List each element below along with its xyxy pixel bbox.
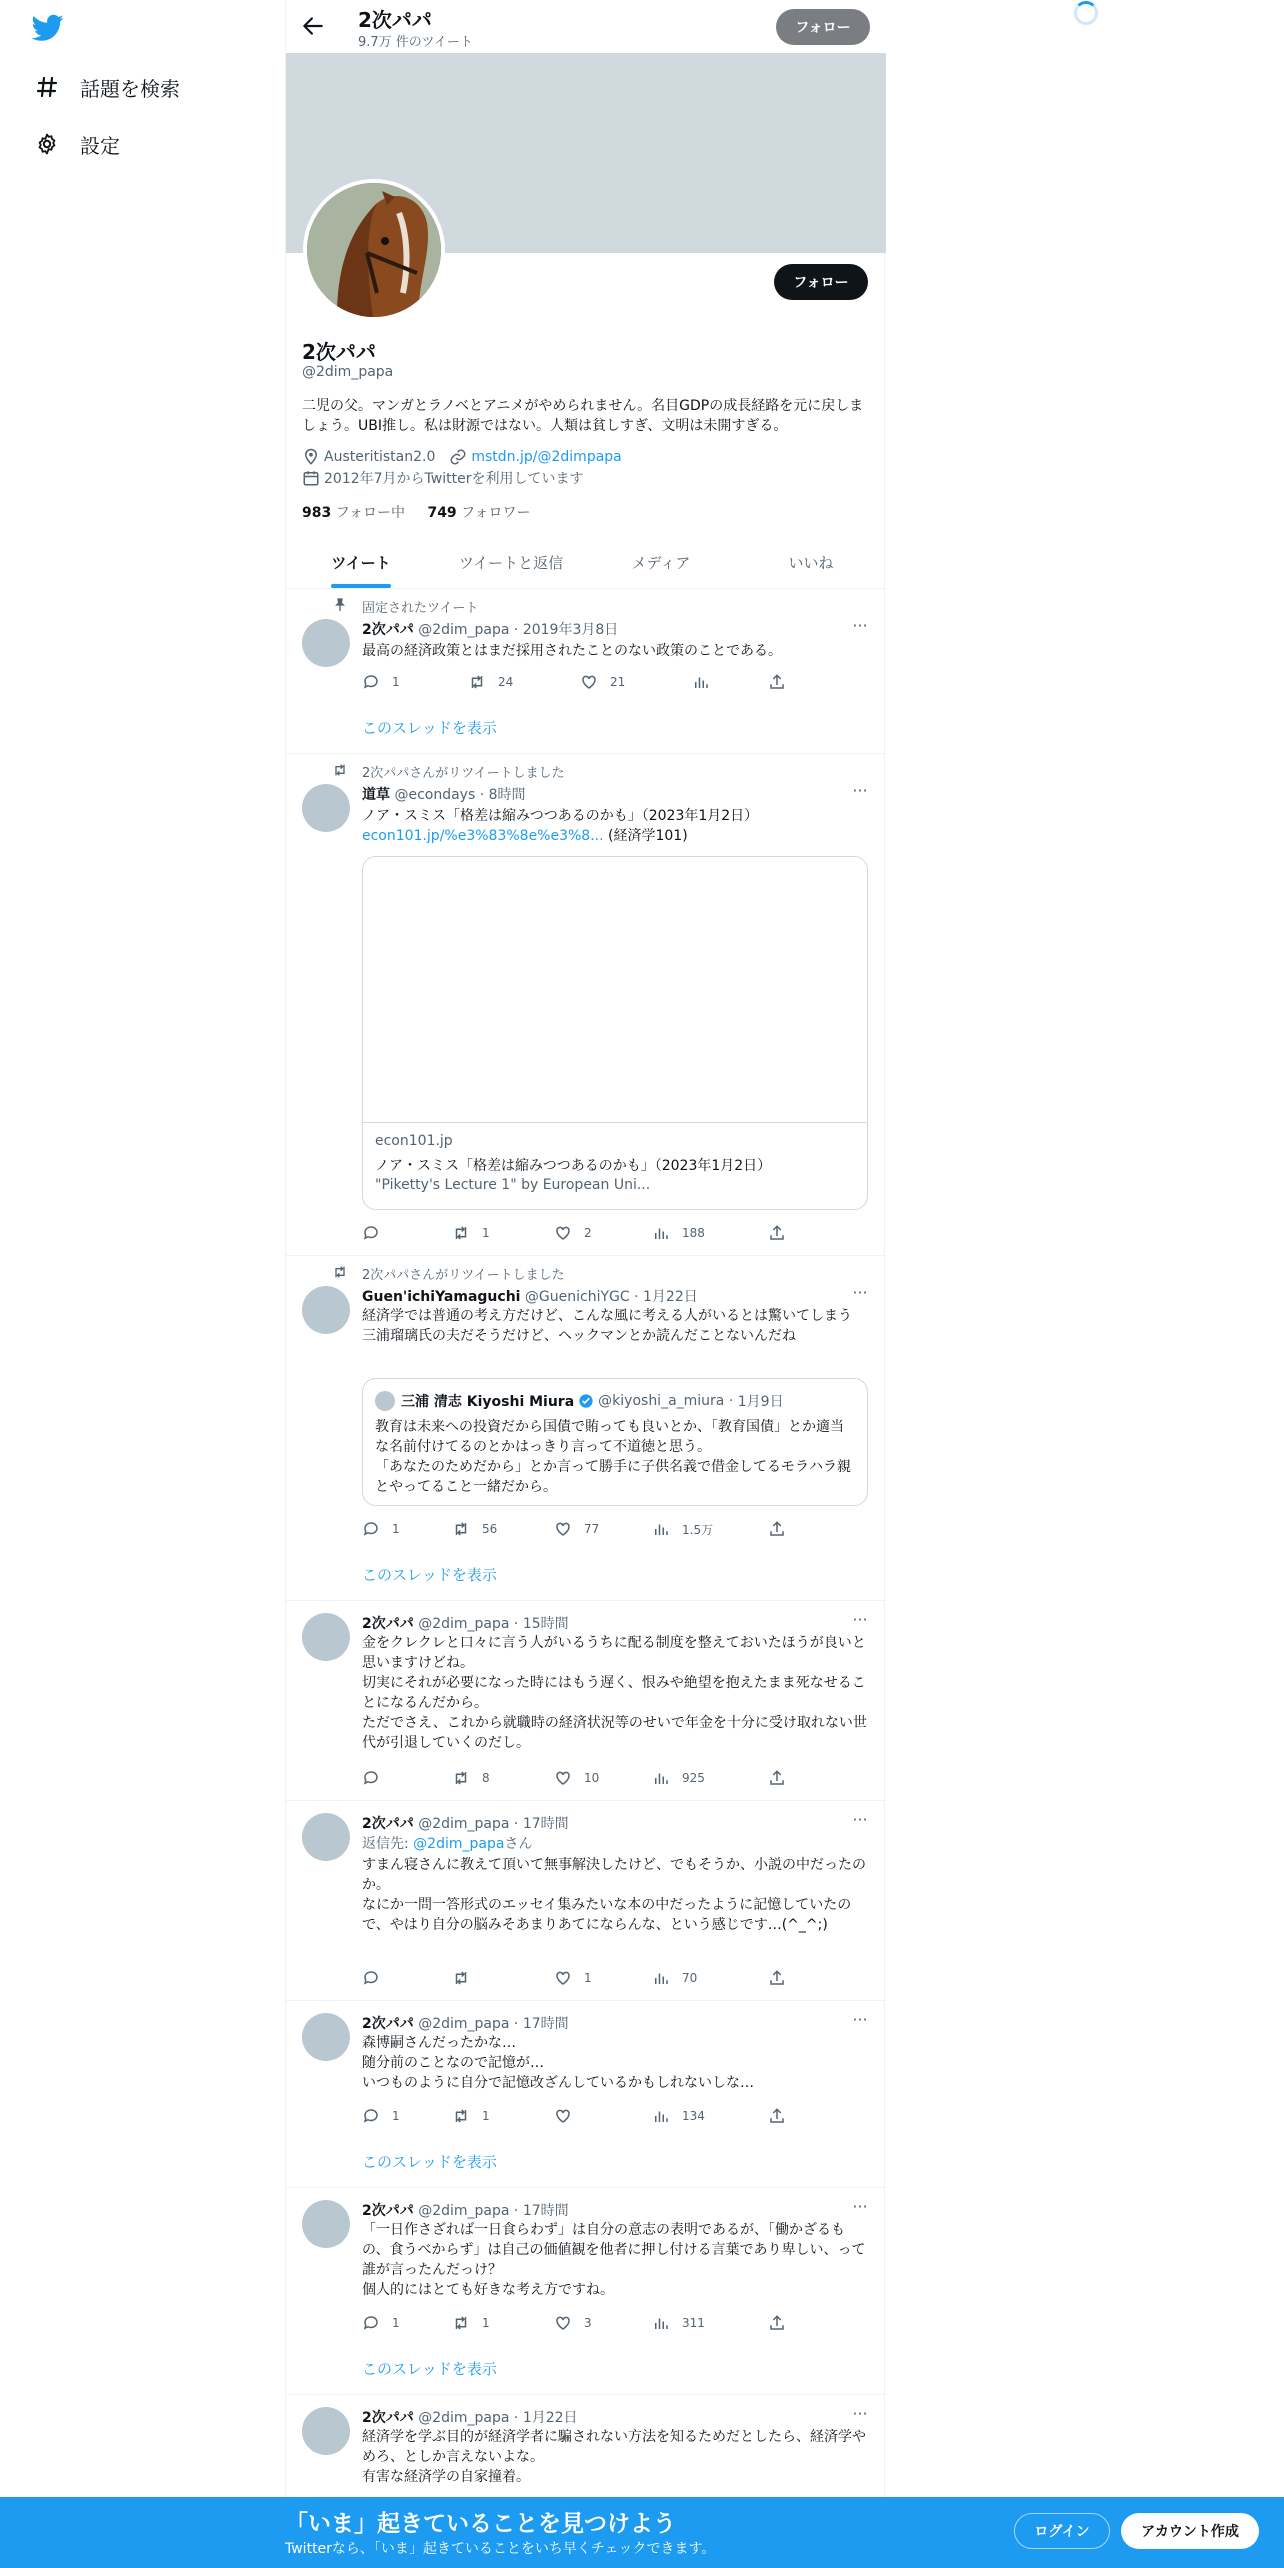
nav-explore-label: 話題を検索: [80, 76, 180, 101]
analytics-icon: [652, 1224, 670, 1242]
share-button[interactable]: [768, 1769, 798, 1787]
analytics-icon: [652, 1769, 670, 1787]
tweet-header: 2次パパ @2dim_papa · 15時間: [362, 1616, 569, 1632]
tweet-author-handle[interactable]: @GuenichiYGC: [524, 1289, 630, 1305]
share-icon: [768, 1224, 786, 1242]
card-domain: econ101.jp: [375, 1133, 453, 1149]
show-thread-link[interactable]: このスレッドを表示: [362, 719, 497, 737]
follow-button[interactable]: フォロー: [774, 264, 868, 300]
tweet-time[interactable]: 1月22日: [522, 2410, 578, 2426]
tweet-author-handle[interactable]: @econdays: [394, 787, 476, 803]
more-options-icon[interactable]: ···: [852, 781, 868, 800]
retweet-button[interactable]: 56: [452, 1520, 497, 1538]
profile-joined-row: [302, 468, 583, 488]
tweet-author-name[interactable]: 2次パパ: [362, 2410, 414, 2426]
share-button[interactable]: [768, 673, 798, 691]
reply-icon: [362, 2314, 380, 2332]
link-card[interactable]: [362, 856, 868, 1210]
tweet-time[interactable]: 8時間: [488, 787, 526, 803]
reply-to-prefix: 返信先:: [362, 1836, 414, 1852]
link-icon: [449, 448, 467, 466]
followers-count: 749: [427, 505, 457, 521]
tweet-text: ノア・スミス「格差は縮みつつあるのかも」（2023年1月2日）: [362, 808, 759, 824]
tweet-actions: [362, 2107, 792, 2127]
tweet-author-name[interactable]: 2次パパ: [362, 622, 414, 638]
avatar[interactable]: [302, 1613, 350, 1661]
tweet-actions: [362, 1224, 792, 1244]
signup-button[interactable]: アカウント作成: [1121, 2513, 1259, 2549]
avatar[interactable]: [302, 784, 350, 832]
views-button[interactable]: 1.5万: [652, 1520, 713, 1538]
retweet-icon: [452, 2314, 470, 2332]
views-button[interactable]: 311: [652, 2314, 705, 2332]
tweet-author-handle[interactable]: @2dim_papa: [418, 1816, 510, 1832]
share-button[interactable]: [768, 2107, 798, 2125]
more-options-icon[interactable]: ···: [852, 2197, 868, 2216]
card-image: [363, 857, 867, 1123]
retweet-button[interactable]: 8: [452, 1769, 490, 1787]
profile-location: Austeritistan2.0: [324, 449, 436, 465]
reply-button[interactable]: [362, 1969, 392, 1987]
avatar[interactable]: [302, 2200, 350, 2248]
avatar[interactable]: [302, 2407, 350, 2455]
tweet[interactable]: [286, 1256, 886, 1601]
share-button[interactable]: [768, 1969, 798, 1987]
profile-handle: @2dim_papa: [302, 364, 394, 380]
tweet-actions: [362, 673, 792, 693]
tweet-link-suffix: (経済学101): [603, 828, 688, 844]
share-icon: [768, 1769, 786, 1787]
tweet-context: 固定されたツイート: [362, 601, 479, 616]
tweet-time[interactable]: 17時間: [522, 1816, 569, 1832]
login-button[interactable]: ログイン: [1014, 2513, 1110, 2549]
nav-explore[interactable]: [32, 72, 180, 102]
calendar-icon: [302, 469, 320, 487]
reply-to-handle[interactable]: @2dim_papa: [413, 1836, 505, 1852]
location-icon: [302, 448, 320, 466]
profile-column: [285, 0, 885, 2568]
tweet-header: 2次パパ @2dim_papa · 1月22日: [362, 2410, 578, 2426]
avatar[interactable]: [302, 2013, 350, 2061]
tweet-actions: [362, 1769, 792, 1789]
profile-meta-row: [302, 448, 622, 466]
analytics-icon: [652, 1520, 670, 1538]
like-button[interactable]: 77: [554, 1520, 599, 1538]
share-icon: [768, 1969, 786, 1987]
heart-icon: [554, 1520, 572, 1538]
reply-icon: [362, 1224, 380, 1242]
heart-icon: [554, 2107, 572, 2125]
reply-to-line: [362, 1833, 532, 1853]
like-button[interactable]: 3: [554, 2314, 592, 2332]
following-count: 983: [302, 505, 332, 521]
followers-label: フォロワー: [461, 505, 531, 521]
retweet-icon: [452, 1520, 470, 1538]
card-title: ノア・スミス「格差は縮みつつあるのかも」（2023年1月2日）: [375, 1158, 772, 1174]
nav-settings[interactable]: [32, 129, 120, 159]
tweet-link-line: [362, 826, 868, 846]
tweet-header: Guen'ichiYamaguchi @GuenichiYGC · 1月22日: [362, 1289, 698, 1305]
avatar: [375, 1391, 395, 1411]
reply-icon: [362, 1969, 380, 1987]
tweet-actions: [362, 2314, 792, 2334]
retweet-icon: [452, 1769, 470, 1787]
tweet-author-name[interactable]: 2次パパ: [362, 1616, 414, 1632]
more-options-icon[interactable]: ···: [852, 616, 868, 635]
more-options-icon[interactable]: ···: [852, 2010, 868, 2029]
tweet-context: 2次パパさんがリツイートしました: [362, 766, 565, 781]
header-follow-button[interactable]: フォロー: [776, 9, 870, 45]
tweet[interactable]: [286, 754, 886, 1256]
analytics-icon: [652, 1969, 670, 1987]
reply-button[interactable]: 1: [362, 2107, 400, 2125]
following-link[interactable]: [302, 505, 405, 521]
tweet-header: 2次パパ @2dim_papa · 17時間: [362, 1816, 569, 1832]
retweet-button[interactable]: 1: [452, 1224, 490, 1242]
heart-icon: [554, 2314, 572, 2332]
show-thread-link[interactable]: このスレッドを表示: [362, 2360, 497, 2378]
hashtag-icon: [32, 72, 62, 102]
tab-tweets[interactable]: ツイート: [286, 536, 436, 588]
tweet-author-name[interactable]: 2次パパ: [362, 1816, 414, 1832]
reply-icon: [362, 1769, 380, 1787]
more-options-icon[interactable]: ···: [852, 1810, 868, 1829]
tab-tweets-and-replies[interactable]: ツイートと返信: [458, 553, 564, 572]
like-button[interactable]: 21: [580, 673, 625, 691]
following-label: フォロー中: [335, 505, 405, 521]
share-icon: [768, 2314, 786, 2332]
tweet-text: 最高の経済政策とはまだ採用されたことのない政策のことである。: [362, 643, 782, 659]
tweet-text: 森博嗣さんだったかな… 随分前のことなので記憶が… いつものように自分で記憶改ざんしているかもしれないしな…: [362, 2035, 754, 2091]
signup-banner-subtitle: Twitterなら、「いま」起きていることをいち早くチェックできます。: [285, 2541, 716, 2557]
quoted-tweet-header: 三浦 清志 Kiyoshi Miura @kiyoshi_a_miura · 1月9日: [401, 1393, 784, 1410]
tweet-header: 道草 @econdays · 8時間: [362, 787, 526, 803]
more-options-icon[interactable]: ···: [852, 2404, 868, 2423]
views-button[interactable]: 188: [652, 1224, 705, 1242]
reply-icon: [362, 2107, 380, 2125]
twitter-logo-icon[interactable]: [32, 14, 64, 42]
views-button[interactable]: 70: [652, 1969, 697, 1987]
tweet-author-name[interactable]: 道草: [362, 787, 390, 803]
analytics-icon: [652, 2107, 670, 2125]
tweet[interactable]: [286, 2001, 886, 2188]
retweet-button[interactable]: 1: [452, 2314, 490, 2332]
show-thread-link[interactable]: このスレッドを表示: [362, 1566, 497, 1584]
tweet-actions: [362, 1520, 792, 1540]
followers-link[interactable]: [427, 505, 530, 521]
heart-icon: [554, 1224, 572, 1242]
tweet[interactable]: [286, 1801, 886, 2001]
show-thread-link[interactable]: このスレッドを表示: [362, 2153, 497, 2171]
tab-media[interactable]: メディア: [631, 553, 691, 572]
tweet-text: 金をクレクレと口々に言う人がいるうちに配る制度を整えておいたほうが良いと思いますけどね。 切実にそれが必要になった時にはもう遅く、恨みや絶望を抱えたまま死なせることになるんだから。 ただでさえ、これから就職時の経済状況等のせいで年金を十分に受け取れない世代が引退していくのだし。: [362, 1635, 867, 1751]
header-tweet-count: 9.7万 件のツイート: [358, 35, 473, 50]
share-icon: [768, 1520, 786, 1538]
profile-joined: 2012年7月からTwitterを利用しています: [324, 471, 584, 487]
views-button[interactable]: [692, 673, 722, 691]
share-icon: [768, 673, 786, 691]
tweet-header: 2次パパ @2dim_papa · 17時間: [362, 2016, 569, 2032]
profile-follow-stats: [302, 502, 530, 522]
nav-settings-label: 設定: [80, 133, 120, 158]
tweet-author-handle[interactable]: @2dim_papa: [418, 2410, 510, 2426]
retweet-context-icon: [332, 762, 348, 778]
reply-icon: [362, 673, 380, 691]
quoted-tweet-time: 1月9日: [737, 1394, 784, 1410]
share-button[interactable]: [768, 1520, 798, 1538]
reply-icon: [362, 1520, 380, 1538]
tweet[interactable]: [286, 589, 886, 754]
profile-website-link[interactable]: mstdn.jp/@2dimpapa: [471, 449, 622, 465]
reply-button[interactable]: 1: [362, 673, 400, 691]
views-button[interactable]: 134: [652, 2107, 705, 2125]
like-button[interactable]: [554, 2107, 584, 2125]
tweet-text: すまん寝さんに教えて頂いて無事解決したけど、でもそうか、小説の中だったのか。 なにか一問一答形式のエッセイ集みたいな本の中だったように記憶していたので、やはり自分の脳みそあまりあてにならんな、という感じです…(^_^;): [362, 1857, 866, 1933]
share-button[interactable]: [768, 1224, 798, 1242]
back-arrow-icon[interactable]: [300, 13, 326, 39]
profile-tabs: [286, 536, 886, 589]
analytics-icon: [692, 673, 710, 691]
tweet-time[interactable]: 1月22日: [643, 1289, 698, 1305]
tweet-author-handle[interactable]: @2dim_papa: [418, 2016, 510, 2032]
reply-button[interactable]: 1: [362, 2314, 400, 2332]
heart-icon: [554, 1969, 572, 1987]
quoted-author-name: 三浦 清志 Kiyoshi Miura: [401, 1394, 575, 1410]
tweet-header: 2次パパ @2dim_papa · 17時間: [362, 2203, 569, 2219]
tweet-text: 「一日作さざれば一日食らわず」は自分の意志の表明であるが、「働かざるもの、食うべからず」は自己の価値観を他者に押し付ける言葉であり卑しい、って誰が言ったんだっけ？ 個人的にはとても好きな考え方ですね。: [362, 2222, 866, 2298]
tweet-context: 2次パパさんがリツイートしました: [362, 1268, 565, 1283]
retweet-icon: [468, 673, 486, 691]
analytics-icon: [652, 2314, 670, 2332]
like-button[interactable]: 1: [554, 1969, 592, 1987]
tweet-actions: [362, 1969, 792, 1989]
tweet-author-handle[interactable]: @2dim_papa: [418, 2203, 510, 2219]
pin-icon: [332, 597, 348, 613]
reply-button[interactable]: [362, 1224, 392, 1242]
horse-avatar-image: [307, 183, 441, 317]
more-options-icon[interactable]: ···: [852, 1283, 868, 1302]
tweet-text: 経済学を学ぶ目的が経済学者に騙されない方法を知るためだとしたら、経済学やめろ、としか言えないよな。 有害な経済学の自家撞着。: [362, 2429, 866, 2485]
verified-badge-icon: [578, 1393, 594, 1409]
profile-avatar[interactable]: [303, 179, 445, 321]
tab-likes[interactable]: いいね: [788, 553, 834, 572]
quoted-tweet-text: 教育は未来への投資だから国債で賄っても良いとか、「教育国債」とか適当な名前付けてるのとかはっきり言って不道徳と思う。 「あなたのためだから」とか言って勝手に子供名義で借金してるモラハラ親とやってること一緒だから。: [375, 1419, 851, 1495]
share-button[interactable]: [768, 2314, 798, 2332]
heart-icon: [580, 673, 598, 691]
signup-banner-title: 「いま」起きていることを見つけよう: [285, 2511, 676, 2537]
views-button[interactable]: 925: [652, 1769, 705, 1787]
retweet-button[interactable]: [452, 1969, 482, 1987]
gear-icon: [32, 129, 62, 159]
retweet-icon: [452, 2107, 470, 2125]
tweet-author-name[interactable]: 2次パパ: [362, 2016, 414, 2032]
more-options-icon[interactable]: ···: [852, 1610, 868, 1629]
quoted-author-handle: @kiyoshi_a_miura: [598, 1393, 725, 1409]
tweet-link[interactable]: econ101.jp/%e3%83%8e%e3%8...: [362, 828, 604, 844]
tweet-author-handle[interactable]: @2dim_papa: [418, 1616, 510, 1632]
avatar[interactable]: [302, 1286, 350, 1334]
quoted-tweet[interactable]: [362, 1378, 868, 1506]
reply-button[interactable]: [362, 1769, 392, 1787]
tweet-time[interactable]: 17時間: [522, 2203, 569, 2219]
like-button[interactable]: 2: [554, 1224, 592, 1242]
tweet-author-handle[interactable]: @2dim_papa: [418, 622, 510, 638]
tweet-time[interactable]: 2019年3月8日: [522, 622, 619, 638]
retweet-context-icon: [332, 1264, 348, 1280]
profile-bio: 二児の父。マンガとラノベとアニメがやめられません。名目GDPの成長経路を元に戻しましょう。UBI推し。私は財源ではない。人類は貧しすぎ、文明は未開すぎる。: [302, 398, 864, 434]
tweet-text: 経済学では普通の考え方だけど、こんな風に考える人がいるとは驚いてしまう 三浦瑠璃氏の夫だそうだけど、ヘックマンとか読んだことないんだね: [362, 1308, 866, 1344]
retweet-icon: [452, 1969, 470, 1987]
retweet-icon: [452, 1224, 470, 1242]
card-description: "Piketty's Lecture 1" by European Uni...: [375, 1177, 651, 1193]
share-icon: [768, 2107, 786, 2125]
tweet-header: 2次パパ @2dim_papa · 2019年3月8日: [362, 622, 619, 638]
avatar[interactable]: [302, 619, 350, 667]
reply-to-suffix: さん: [504, 1836, 533, 1852]
header-profile-name: 2次パパ: [358, 8, 432, 32]
avatar[interactable]: [302, 1813, 350, 1861]
profile-name: 2次パパ: [302, 340, 376, 364]
retweet-button[interactable]: 24: [468, 673, 513, 691]
like-button[interactable]: 10: [554, 1769, 599, 1787]
profile-header-bar: [286, 0, 886, 53]
retweet-button[interactable]: 1: [452, 2107, 490, 2125]
tweet-author-name[interactable]: 2次パパ: [362, 2203, 414, 2219]
tweet[interactable]: [286, 2188, 886, 2395]
reply-button[interactable]: 1: [362, 1520, 400, 1538]
loading-spinner: [1074, 1, 1098, 25]
tweet-time[interactable]: 17時間: [522, 2016, 569, 2032]
tweet[interactable]: [286, 1601, 886, 1801]
tweet-time[interactable]: 15時間: [522, 1616, 569, 1632]
signup-banner: [0, 2497, 1284, 2568]
heart-icon: [554, 1769, 572, 1787]
tweet-author-name[interactable]: Guen'ichiYamaguchi: [362, 1289, 521, 1305]
